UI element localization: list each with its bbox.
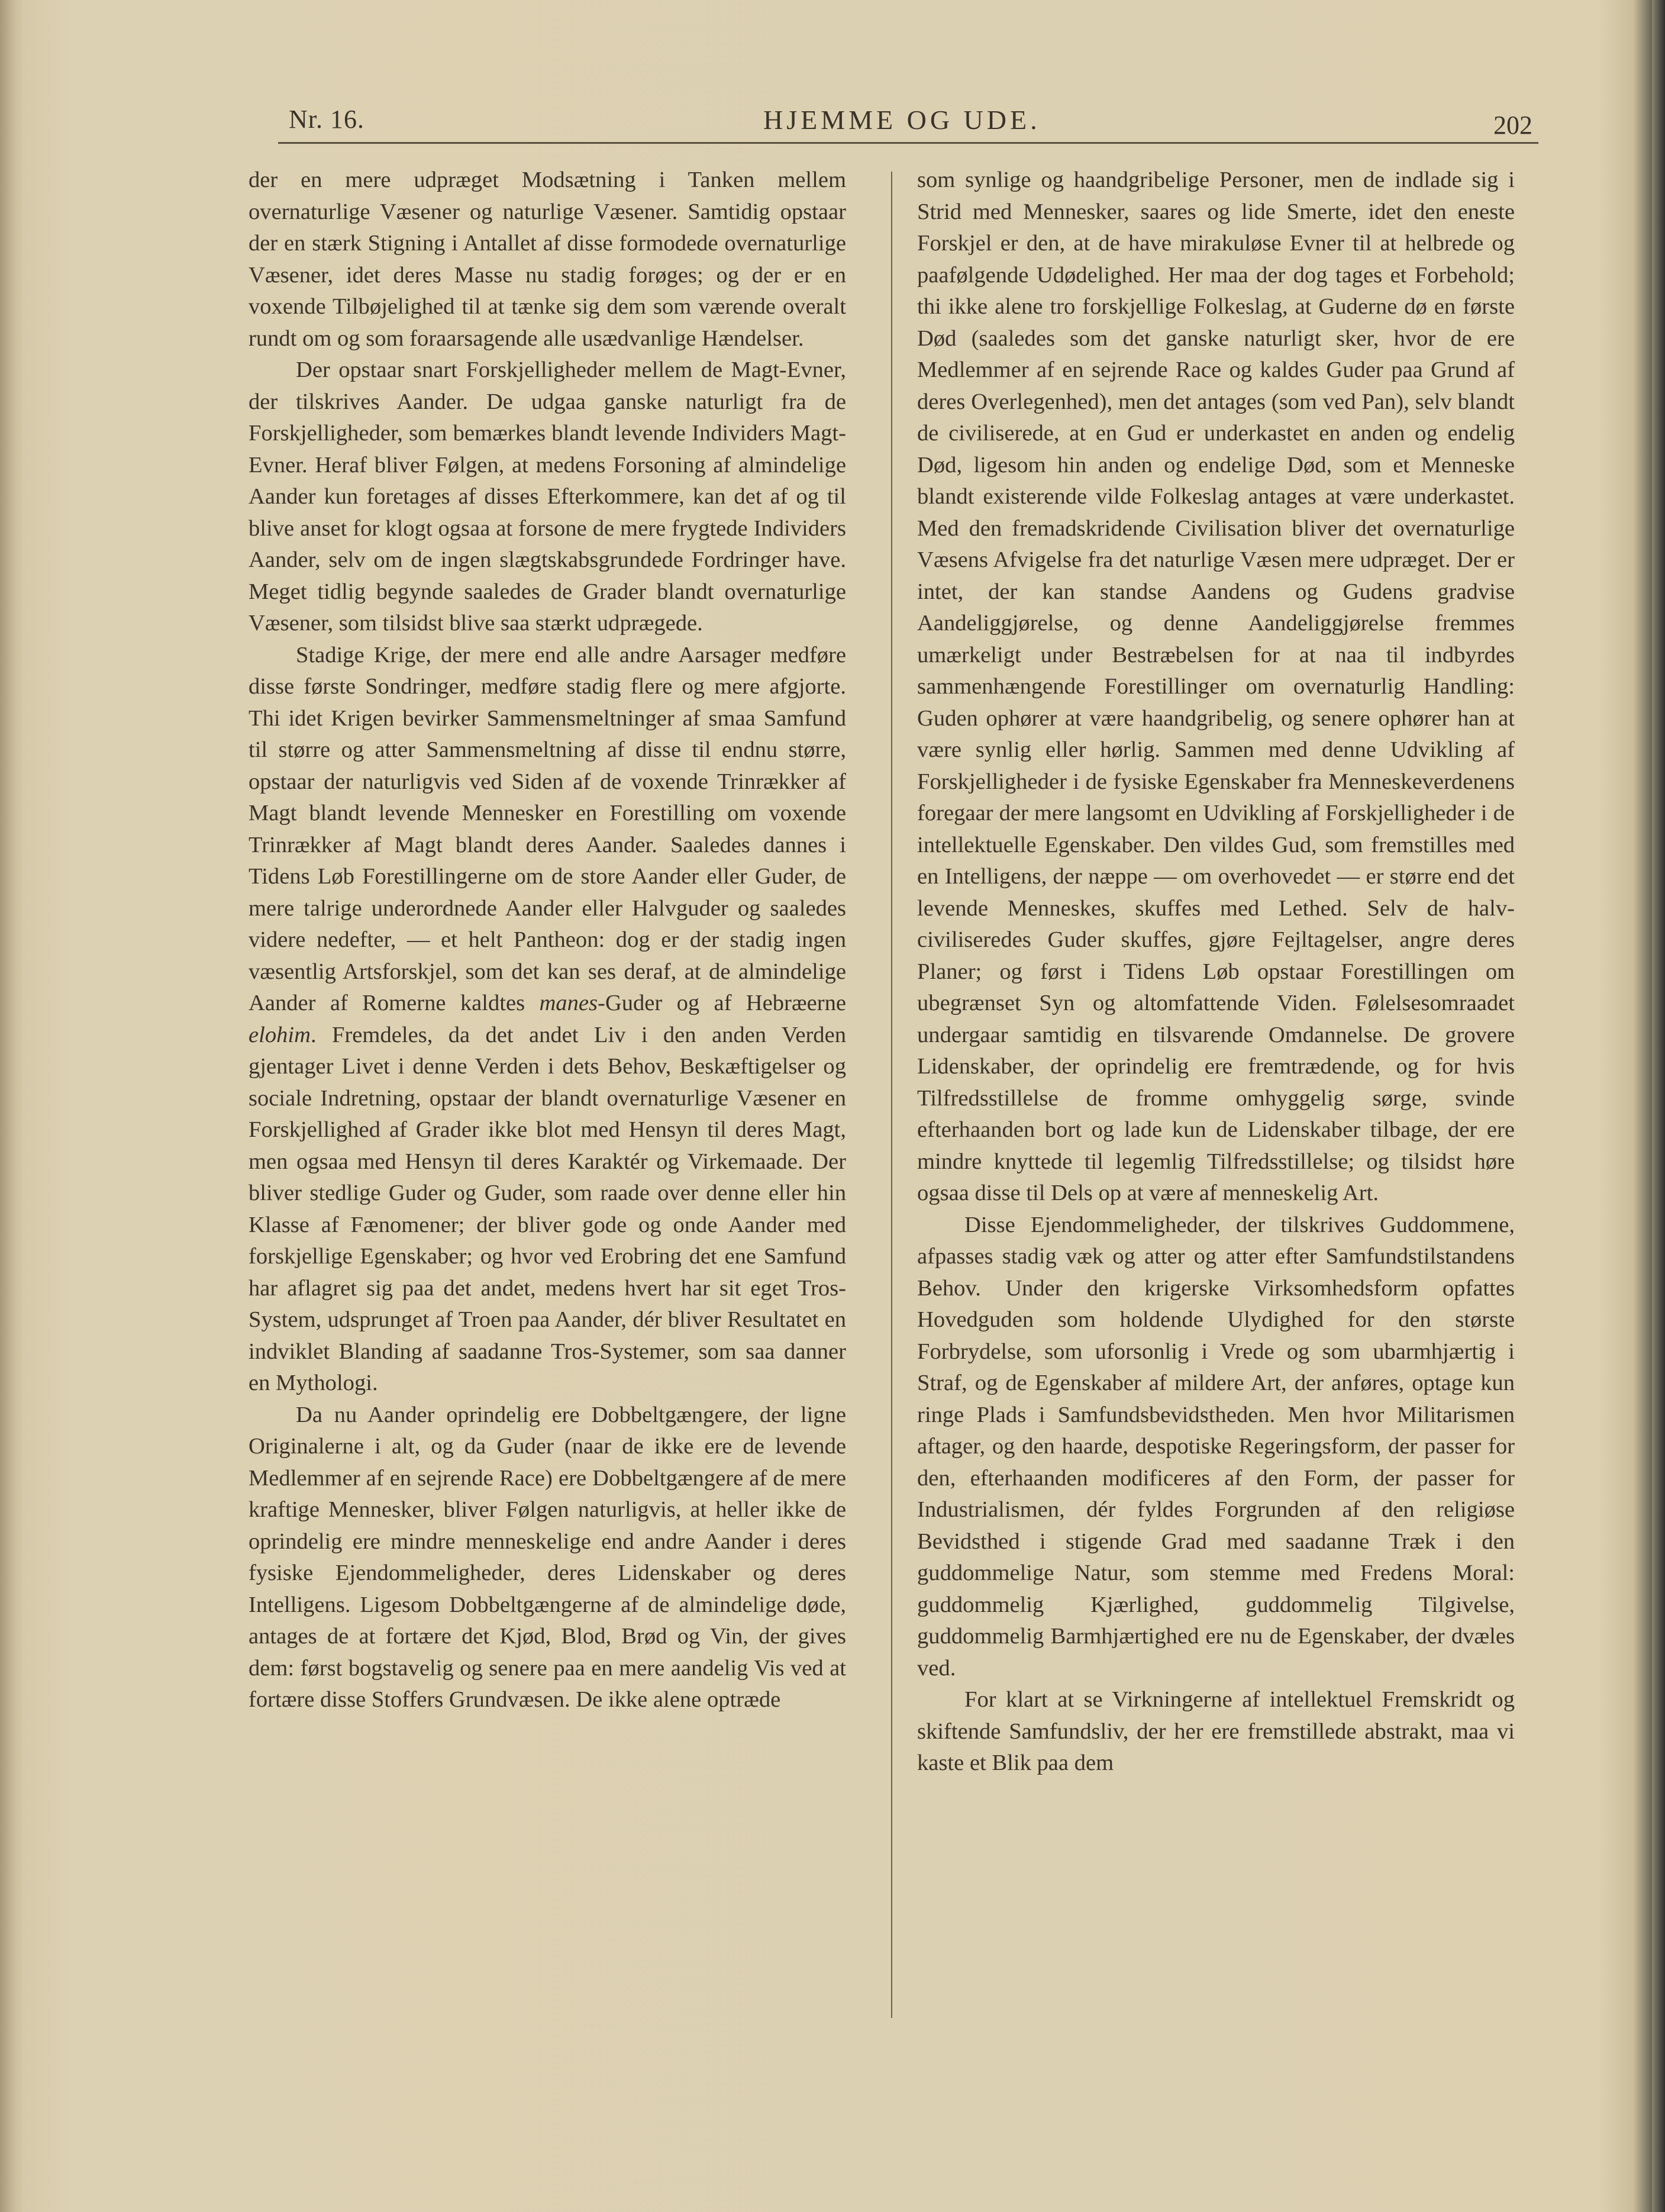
header-rule xyxy=(278,142,1538,144)
paragraph: Der opstaar snart Forskjelligheder mellem de Magt-Evner, der tilskrives Aander. De udgaa ganske naturligt fra de Forskjelligheder, som bemærkes blandt levende Individers Magt-Evner. Heraf bliver Følgen, at medens Forsoning af almindelige Aander kun foretages af disses Efterkommere, kan det af og til blive anset for klogt ogsaa at forsone de mere frygtede Individers Aander, selv om de ingen slægtskabsgrundede Fordringer have. Meget tidlig begynde saaledes de Grader blandt overnaturlige Væsener, som tilsidst blive saa stærkt udprægede. xyxy=(249,357,846,636)
paragraph: som synlige og haandgribelige Personer, men de indlade sig i Strid med Mennesker, saares og lide Smerte, idet den eneste Forskjel er den, at de have mirakuløse Evner til at helbrede og paafølgende Udødelighed. Her maa der dog tages et Forbehold; thi ikke alene tro forskjellige Folkeslag, at Guderne dø en første Død (saaledes som det ganske naturligt sker, hvor de ere Medlemmer af en sejrende Race og kaldes Guder paa Grund af deres Overlegenhed), men det antages (som ved Pan), selv blandt de civiliserede, at en Gud er underkastet en anden og endelig Død, ligesom hin anden og endelige Død, som et Menneske blandt existerende vilde Folkeslag antages at være underkastet. Med den fremadskridende Civilisation bliver det overnaturlige Væsens Afvigelse fra det naturlige Væsen mere udpræget. Der er intet, der kan standse Aandens og Gudens gradvise Aandeliggjørelse, og denne Aandeliggjørelse fremmes umærkeligt under Bestræbelsen for at naa til indbyrdes sammenhængende Forestillinger om overnaturlig Handling: Guden ophører at være haandgribelig, og senere ophører han at være synlig eller hørlig. Sammen med denne Udvikling af Forskjelligheder i de fysiske Egenskaber fra Menneskeverdenens foregaar der mere langsomt en Udvikling af Forskjelligheder i de intellektuelle Egenskaber. Den vildes Gud, som fremstilles med en Intelligens, der næppe — om overhovedet — er større end det levende Menneskes, skuffes med Lethed. Selv de halv-civiliseredes Guder skuffes, gjøre Fejltagelser, angre deres Planer; og først i Tidens Løb opstaar Forestillingen om ubegrænset Syn og altomfattende Viden. Følelsesomraadet undergaar samtidig en tilsvarende Omdannelse. De grovere Lidenskaber, der oprindelig ere fremtrædende, og for hvis Tilfredsstillelse de fromme omhyggelig sørge, svinde efterhaanden bort og lade kun de Lidenskaber tilbage, der ere mindre knyttede til legemlig Tilfredsstillelse; og tilsidst høre ogsaa disse til Dels op at være af menneskelig Art. xyxy=(917,167,1515,1205)
italic-term: manes xyxy=(539,991,598,1015)
right-column xyxy=(917,165,1515,1779)
italic-term: elohim xyxy=(249,1022,311,1047)
book-spine xyxy=(1652,0,1665,2212)
issue-number: Nr. 16. xyxy=(289,105,364,134)
running-header xyxy=(278,99,1538,141)
page-edge xyxy=(0,0,17,2212)
paragraph: der en mere udpræget Modsætning i Tanken mellem overnaturlige Væsener og naturlige Væsener. Samtidig opstaar der en stærk Stigning i Antallet af disse formodede overnaturlige Væsener, idet deres Masse nu stadig forøges; og der er en voxende Tilbøjelighed til at tænke sig dem som værende overalt rundt om og som foraarsagende alle usædvanlige Hændelser. xyxy=(249,167,846,351)
column-divider xyxy=(891,172,892,2018)
left-column xyxy=(249,165,846,1716)
paragraph: Stadige Krige, der mere end alle andre Aarsager medføre disse første Sondringer, medføre stadig flere og mere afgjorte. Thi idet Krigen bevirker Sammensmeltninger af smaa Samfund til større og atter Sammensmeltning af disse til endnu større, opstaar der naturligvis ved Siden af de voxende Trinrækker af Magt blandt levende Mennesker en Forestilling om voxende Trinrækker af Magt blandt deres Aander. Saaledes dannes i Tidens Løb Forestillingerne om de store Aander eller Guder, de mere talrige underordnede Aander eller Halvguder og saaledes videre nedefter, — et helt Pantheon: dog er der stadig ingen væsentlig Artsforskjel, som det kan ses deraf, at de almindelige Aander af Romerne kaldtes manes-Guder og af Hebræerne elohim. Fremdeles, da det andet Liv i den anden Verden gjentager Livet i denne Verden i dets Behov, Beskæftigelser og sociale Indretning, opstaar der blandt overnaturlige Væsener en Forskjellighed af Grader ikke blot med Hensyn til deres Magt, men ogsaa med Hensyn til deres Karaktér og Virkemaade. Der bliver stedlige Guder og Guder, som raade over denne eller hin Klasse af Fænomener; der bliver gode og onde Aander med forskjellige Egenskaber; og hvor ved Erobring det ene Samfund har aflagret sig paa det andet, medens hvert har sit eget Tros-System, udsprunget af Troen paa Aander, dér bliver Resultatet en indviklet Blanding af saadanne Tros-Systemer, som saa danner en Mythologi. xyxy=(249,642,846,1395)
paragraph: Da nu Aander oprindelig ere Dobbeltgængere, der ligne Originalerne i alt, og da Guder (naar de ikke ere de levende Medlemmer af en sejrende Race) ere Dobbeltgængere af de mere kraftige Mennesker, bliver Følgen naturligvis, at heller ikke de oprindelig ere mindre menneskelige end andre Aander i deres fysiske Ejendommeligheder, deres Lidenskaber og deres Intelligens. Ligesom Dobbeltgængerne af de almindelige døde, antages de at fortære det Kjød, Blod, Brød og Vin, der gives dem: først bogstavelig og senere paa en mere aandelig Vis ved at fortære disse Stoffers Grundvæsen. De ikke alene optræde xyxy=(249,1402,846,1712)
paragraph: For klart at se Virkningerne af intellektuel Fremskridt og skiftende Samfundsliv, der her ere fremstillede abstrakt, maa vi kaste et Blik paa dem xyxy=(917,1687,1515,1775)
paragraph: Disse Ejendommeligheder, der tilskrives Guddommene, afpasses stadig væk og atter og atter efter Samfundstilstandens Behov. Under den krigerske Virksomhedsform opfattes Hovedguden som holdende Ulydighed for den største Forbrydelse, som uforsonlig i Vrede og som ubarmhjærtig i Straf, og de Egenskaber af mildere Art, der anføres, optage kun ringe Plads i Samfundsbevidstheden. Men hvor Militarismen aftager, og den haarde, despotiske Regeringsform, der passer for den, efterhaanden modificeres af den Form, der passer for Industrialismen, dér fyldes Forgrunden af den religiøse Bevidsthed i stigende Grad med saadanne Træk i den guddommelige Natur, som stemme med Fredens Moral: guddommelig Kjærlighed, guddommelig Tilgivelse, guddommelig Barmhjærtighed ere nu de Egenskaber, der dvæles ved. xyxy=(917,1212,1515,1681)
page-number: 202 xyxy=(1493,111,1532,140)
running-title: HJEMME OG UDE. xyxy=(763,105,1041,135)
